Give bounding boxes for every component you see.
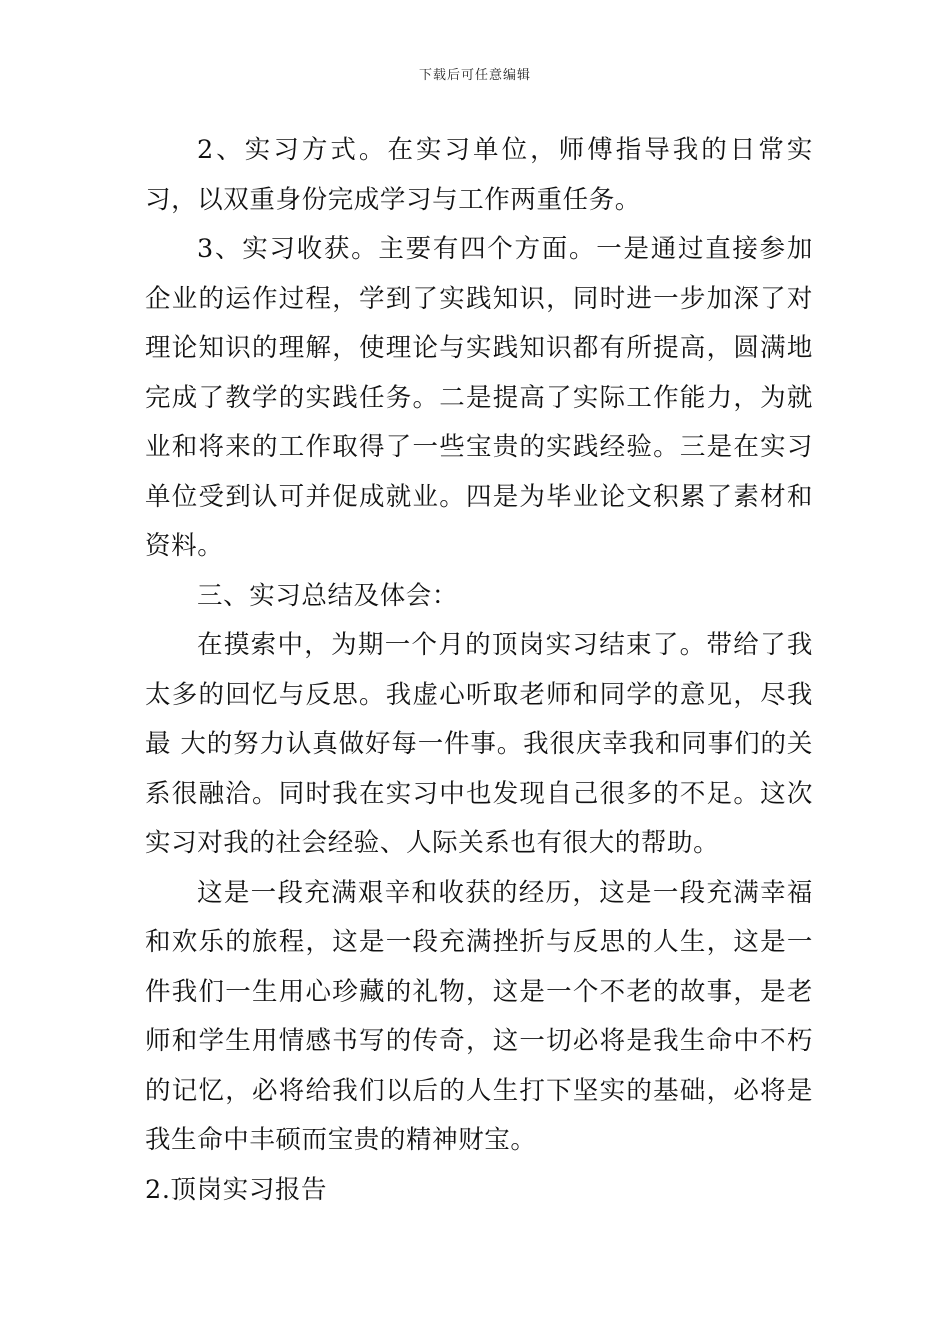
document-body — [145, 126, 813, 1215]
paragraph-summary-reflection: 在摸索中，为期一个月的顶岗实习结束了。带给了我太多的回忆与反思。我虚心听取老师和同学的意见，尽我最 大的努力认真做好每一件事。我很庆幸我和同事们的关系很融洽。同时我在实习中也发现自己很多的不足。这次实习对我的社会经验、人际关系也有很大的帮助。 — [145, 630, 813, 858]
next-report-title: 2.顶岗实习报告 — [145, 1174, 328, 1205]
section-heading-summary: 三、实习总结及体会： — [197, 580, 459, 611]
paragraph-practice-gains: 3、实习收获。主要有四个方面。一是通过直接参加企业的运作过程，学到了实践知识，同时进一步加深了对理论知识的理解，使理论与实践知识都有所提高，圆满地完成了教学的实践任务。二是提高了实际工作能力，为就业和将来的工作取得了一些宝贵的实践经验。三是在实习单位受到认可并促成就业。四是为毕业论文积累了素材和资料。 — [145, 234, 813, 561]
paragraph-practice-method: 2、实习方式。在实习单位，师傅指导我的日常实习，以双重身份完成学习与工作两重任务。 — [145, 135, 813, 215]
page-header: 下载后可任意编辑 — [418, 68, 531, 83]
paragraph-summary-conclusion: 这是一段充满艰辛和收获的经历，这是一段充满幸福和欢乐的旅程，这是一段充满挫折与反思的人生，这是一件我们一生用心珍藏的礼物，这是一个不老的故事，是老师和学生用情感书写的传奇，这一切必将是我生命中不朽的记忆，必将给我们以后的人生打下坚实的基础，必将是我生命中丰硕而宝贵的精神财宝。 — [145, 877, 813, 1155]
